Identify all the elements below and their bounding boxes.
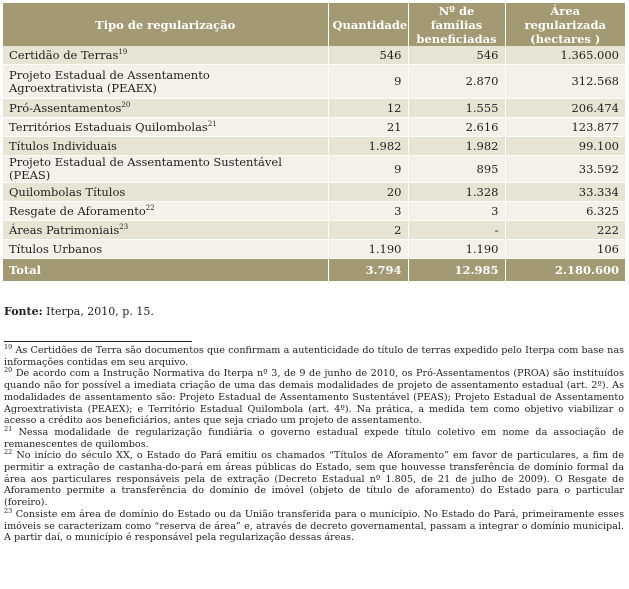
footnote-text: No início do século XX, o Estado do Pará emitiu os chamados “Títulos de Aforamento” em favor de particulares, a fim de permitir a extração de castanha-do-pará em áreas públicas do Estado, sem que houvesse transferência de domínio formal da área aos particulares responsáveis pela de extração (Decreto Estadual nº 1.805, de 21 de julho de 2009). O Resgate de Aforamento permite a transferência do domínio de imóvel (objeto de título de aforamento) do Estado para o particular (foreiro).	[4, 450, 624, 509]
table-row	[3, 202, 625, 221]
row-quantidade: 12	[328, 99, 408, 118]
row-familias: 1.555	[408, 99, 505, 118]
row-familias: -	[408, 221, 505, 240]
header-tipo: Tipo de regularização	[3, 3, 328, 46]
footnote-ref: 20	[121, 100, 131, 109]
row-area: 33.592	[505, 156, 625, 183]
header-area	[505, 3, 625, 46]
row-tipo-text: Pró-Assentamentos	[9, 100, 122, 115]
row-familias: 546	[408, 46, 505, 65]
land-regularization-table	[3, 3, 625, 281]
table-row	[3, 240, 625, 259]
row-tipo-text: Certidão de Terras	[9, 47, 119, 62]
total-familias: 12.985	[408, 259, 505, 282]
table-row	[3, 183, 625, 202]
table-row	[3, 137, 625, 156]
total-label: Total	[3, 259, 328, 282]
row-familias: 3	[408, 202, 505, 221]
row-quantidade: 9	[328, 65, 408, 99]
row-quantidade: 2	[328, 221, 408, 240]
row-quantidade: 20	[328, 183, 408, 202]
row-area: 312.568	[505, 65, 625, 99]
row-familias: 1.982	[408, 137, 505, 156]
header-area-line1: Área regularizada	[524, 3, 606, 32]
header-familias	[408, 3, 505, 46]
footnote-text: Nessa modalidade de regularização fundiária o governo estadual expede título coletivo em nome da associação de remanescentes de quilombos.	[4, 426, 624, 450]
row-area: 6.325	[505, 202, 625, 221]
row-tipo	[3, 99, 328, 118]
row-tipo	[3, 202, 328, 221]
footnote-ref: 19	[118, 47, 128, 56]
row-area: 222	[505, 221, 625, 240]
row-tipo-text-line2: Agroextrativista (PEAEX)	[9, 80, 157, 95]
row-tipo	[3, 118, 328, 137]
footnote-number: 19	[4, 342, 13, 351]
row-tipo: Quilombolas Títulos	[3, 183, 328, 202]
footnote-ref: 21	[207, 119, 217, 128]
row-area: 106	[505, 240, 625, 259]
footnote-21	[4, 424, 624, 450]
row-quantidade: 9	[328, 156, 408, 183]
row-familias: 1.190	[408, 240, 505, 259]
row-tipo: Títulos Urbanos	[3, 240, 328, 259]
row-quantidade: 3	[328, 202, 408, 221]
footnote-number: 20	[4, 366, 13, 375]
row-familias: 2.870	[408, 65, 505, 99]
footnote-ref: 23	[119, 222, 129, 231]
row-area: 33.334	[505, 183, 625, 202]
row-tipo	[3, 65, 328, 99]
header-area-line2: (hectares )	[530, 31, 601, 46]
table-row	[3, 156, 625, 183]
row-tipo-text: Projeto Estadual de Assentamento	[9, 67, 210, 82]
row-tipo	[3, 221, 328, 240]
row-quantidade: 21	[328, 118, 408, 137]
footnotes	[4, 342, 624, 544]
row-quantidade: 1.982	[328, 137, 408, 156]
table-header-row	[3, 3, 625, 46]
footnote-20	[4, 368, 624, 427]
footnote-22	[4, 450, 624, 509]
header-quantidade: Quantidade	[328, 3, 408, 46]
row-area: 99.100	[505, 137, 625, 156]
table-total-row	[3, 259, 625, 282]
footnote-text: Consiste em área de domínio do Estado ou da União transferida para o município. No Estado do Pará, primeiramente esses imóveis se caracterizam como “reserva de área” e, através de decreto governamental, passam a integrar o domínio municipal. A partir daí, o município é responsável pela regularização dessas áreas.	[4, 508, 624, 544]
table-row	[3, 65, 625, 99]
row-tipo-text: Territórios Estaduais Quilombolas	[9, 119, 208, 134]
row-tipo: Títulos Individuais	[3, 137, 328, 156]
row-area: 206.474	[505, 99, 625, 118]
row-familias: 2.616	[408, 118, 505, 137]
footnote-number: 23	[4, 506, 13, 515]
row-familias: 1.328	[408, 183, 505, 202]
row-tipo: Projeto Estadual de Assentamento Sustentável (PEAS)	[3, 156, 328, 183]
row-tipo-text: Áreas Patrimoniais	[9, 222, 120, 237]
table-source	[4, 305, 154, 318]
row-tipo-text: Resgate de Aforamento	[9, 203, 146, 218]
table-row	[3, 46, 625, 65]
footnote-text: De acordo com a Instrução Normativa do Iterpa nº 3, de 9 de junho de 2010, os Pró-Assentamentos (PROA) são instituídos quando não for possível a imediata criação de uma das demais modalidades de projeto de assentamento estadual (art. 2º). As modalidades de assentamento são: Projeto Estadual de Assentamento Sustentável (PEAS); Projeto Estadual de Assentamento Agroextrativista (PEAEX); e Território Estadual Quilombola (art. 4º). Na prática, a medida tem como objetivo viabilizar o acesso a crédito aos beneficiários, antes que seja criado um projeto de assentamento.	[4, 368, 624, 427]
total-area: 2.180.600	[505, 259, 625, 282]
footnote-number: 22	[4, 448, 13, 457]
footnote-text: As Certidões de Terra são documentos que confirmam a autenticidade do título de terras expedido pelo Iterpa com base nas informações contidas em seu arquivo.	[4, 345, 624, 368]
source-text: Iterpa, 2010, p. 15.	[42, 305, 154, 318]
footnote-separator	[4, 341, 192, 342]
total-quantidade: 3.794	[328, 259, 408, 282]
row-area: 1.365.000	[505, 46, 625, 65]
footnote-ref: 22	[145, 203, 155, 212]
source-label: Fonte:	[4, 305, 43, 318]
row-familias: 895	[408, 156, 505, 183]
row-area: 123.877	[505, 118, 625, 137]
row-tipo	[3, 46, 328, 65]
footnote-23	[4, 506, 624, 544]
table-row	[3, 118, 625, 137]
table-row	[3, 221, 625, 240]
header-familias-line1: Nº de famílias	[430, 3, 483, 32]
footnote-number: 21	[4, 424, 13, 433]
header-familias-line2: beneficiadas	[416, 31, 497, 46]
footnote-19	[4, 342, 624, 368]
table-row	[3, 99, 625, 118]
row-quantidade: 546	[328, 46, 408, 65]
row-quantidade: 1.190	[328, 240, 408, 259]
